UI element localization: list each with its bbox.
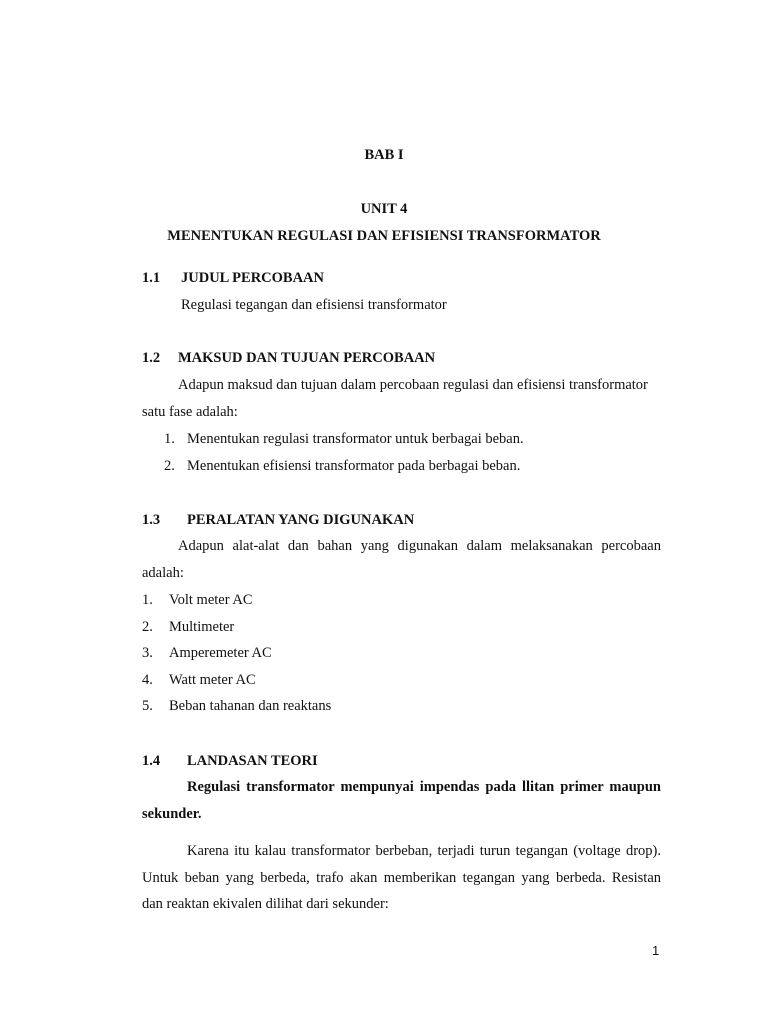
- list-item: Watt meter AC: [169, 672, 256, 688]
- document-title: MENENTUKAN REGULASI DAN EFISIENSI TRANSFORMATOR: [167, 228, 601, 244]
- list-item: Multimeter: [169, 619, 235, 635]
- paragraph-line: Regulasi transformator mempunyai impendas pada llitan primer maupun: [187, 779, 661, 795]
- list-item-number: 4.: [142, 672, 153, 688]
- section-heading-1-1: JUDUL PERCOBAAN: [181, 270, 324, 286]
- paragraph-line: Adapun maksud dan tujuan dalam percobaan regulasi dan efisiensi transformator: [178, 377, 648, 393]
- list-item-number: 3.: [142, 645, 153, 661]
- list-item-number: 1.: [142, 592, 153, 608]
- section-heading-1-4: LANDASAN TEORI: [187, 753, 318, 769]
- list-item: Beban tahanan dan reaktans: [169, 698, 332, 714]
- section-number-1-1: 1.1: [142, 270, 161, 286]
- paragraph-line: Karena itu kalau transformator berbeban, terjadi turun tegangan (voltage drop).: [187, 843, 661, 859]
- list-item-number: 2.: [164, 458, 175, 474]
- section-heading-1-2: MAKSUD DAN TUJUAN PERCOBAAN: [178, 350, 436, 366]
- list-item: Amperemeter AC: [169, 645, 272, 661]
- list-item-number: 2.: [142, 619, 153, 635]
- paragraph-line: dan reaktan ekivalen dilihat dari sekunder:: [142, 896, 389, 912]
- page-number: 1: [652, 943, 660, 958]
- list-item-number: 1.: [164, 431, 175, 447]
- paragraph-line: Untuk beban yang berbeda, trafo akan memberikan tegangan yang berbeda. Resistan: [142, 870, 661, 886]
- list-item: Menentukan regulasi transformator untuk berbagai beban.: [187, 431, 524, 447]
- paragraph-line: Adapun alat-alat dan bahan yang digunakan dalam melaksanakan percobaan: [178, 538, 661, 554]
- section-text-1-1: Regulasi tegangan dan efisiensi transformator: [181, 297, 447, 313]
- paragraph-line: adalah:: [142, 565, 184, 581]
- list-item: Menentukan efisiensi transformator pada berbagai beban.: [187, 458, 521, 474]
- chapter-title: BAB I: [364, 147, 404, 163]
- section-number-1-2: 1.2: [142, 350, 161, 366]
- section-heading-1-3: PERALATAN YANG DIGUNAKAN: [187, 512, 415, 528]
- list-item-number: 5.: [142, 698, 153, 714]
- paragraph-line: sekunder.: [142, 806, 202, 822]
- section-number-1-3: 1.3: [142, 512, 161, 528]
- paragraph-line: satu fase adalah:: [142, 404, 238, 420]
- section-number-1-4: 1.4: [142, 753, 161, 769]
- list-item: Volt meter AC: [169, 592, 253, 608]
- unit-title: UNIT 4: [360, 201, 408, 217]
